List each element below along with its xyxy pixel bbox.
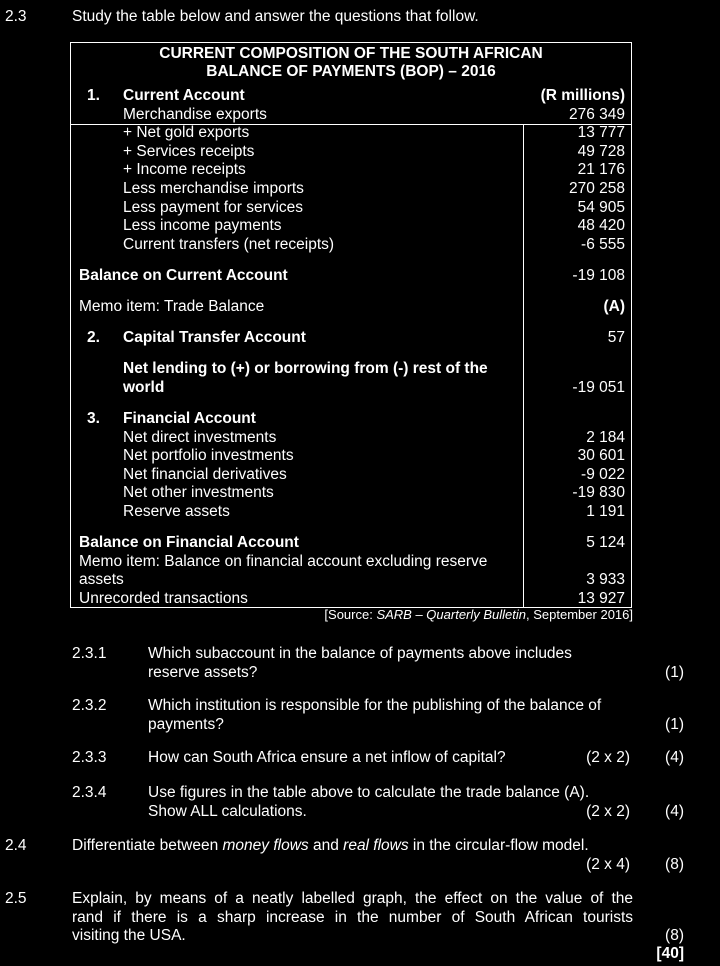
section-title-capital: Capital Transfer Account: [123, 329, 306, 346]
question-mark-allocation: (2 x 2): [586, 749, 630, 766]
row-label: Current transfers (net receipts): [123, 235, 335, 253]
row-value: 30 601: [577, 447, 625, 465]
section-title-current: Current Account: [123, 87, 245, 104]
balance-financial-label: Balance on Financial Account: [79, 534, 299, 551]
text-segment: and: [308, 837, 344, 854]
net-lending-line2: world: [123, 378, 165, 396]
source-title: SARB – Quarterly Bulletin: [376, 607, 527, 622]
bop-table: [70, 42, 632, 608]
question-text-line1: How can South Africa ensure a net inflow of capital?: [148, 749, 506, 766]
row-label: Merchandise exports: [123, 105, 267, 123]
row-label: Less merchandise imports: [123, 180, 304, 197]
question-number: 2.3.1: [72, 645, 107, 662]
question-marks: (1): [665, 663, 684, 681]
question-marks: (1): [665, 715, 684, 733]
row-value: 49 728: [577, 142, 625, 160]
question-text: Which subaccount in the balance of payments above includes: [148, 645, 572, 662]
question-number: 2.3.4: [72, 784, 107, 801]
question-number-2-3: 2.3: [5, 8, 27, 25]
question-2-5-line3: visiting the USA.: [72, 927, 186, 944]
row-label: Net portfolio investments: [123, 447, 294, 465]
unrecorded-label: Unrecorded transactions: [79, 589, 248, 607]
row-value: -19 830: [572, 484, 625, 502]
question-number-2-4: 2.4: [5, 837, 27, 854]
question-text-line2: Show ALL calculations.: [148, 802, 307, 820]
source-prefix: [Source:: [324, 607, 377, 622]
memo-excl-value: 3 933: [586, 571, 625, 588]
row-label: + Services receipts: [123, 142, 255, 160]
row-label: + Net gold exports: [123, 124, 250, 142]
balance-current-label: Balance on Current Account: [79, 267, 288, 284]
row-label: + Income receipts: [123, 161, 246, 179]
net-lending-line1: Net lending to (+) or borrowing from (-) rest of the: [123, 360, 488, 377]
question-text-line2: payments?: [148, 715, 224, 733]
table-title: [71, 45, 631, 80]
text-segment: Differentiate between: [72, 837, 223, 854]
row-label: Less payment for services: [123, 198, 304, 216]
question-marks: (8): [665, 855, 684, 873]
row-value: 270 258: [568, 180, 625, 197]
row-value: 2 184: [586, 428, 625, 446]
question-text-line1: [148, 697, 633, 716]
unrecorded-value: 13 927: [577, 589, 625, 607]
question-mark-allocation: (2 x 2): [586, 802, 630, 820]
unit-header: (R millions): [540, 87, 625, 104]
question-number: 2.3.2: [72, 697, 107, 714]
section-number-financial: 3.: [87, 410, 100, 427]
section-number-capital: 2.: [87, 329, 100, 346]
question-intro: Study the table below and answer the questions that follow.: [72, 8, 479, 25]
row-value: 48 420: [577, 217, 625, 235]
question-2-5-line2: rand if there is a sharp increase in the number of South African tourists: [72, 908, 633, 926]
section-title-financial: Financial Account: [123, 410, 256, 427]
text-segment: in the circular-flow model.: [408, 837, 589, 854]
question-number: 2.3.3: [72, 749, 107, 766]
table-column-divider: [523, 124, 524, 607]
question-marks: (4): [665, 749, 684, 766]
table-source: [324, 607, 633, 623]
question-text-line2: reserve assets?: [148, 663, 258, 681]
row-label: Less income payments: [123, 217, 282, 235]
net-lending-value: -19 051: [572, 378, 625, 396]
question-marks: (8): [665, 927, 684, 944]
memo-excl-line1: Memo item: Balance on financial account excluding reserve: [79, 552, 488, 570]
question-2-5-line1: Explain, by means of a neatly labelled graph, the effect on the value of the: [72, 890, 633, 907]
table-title-line2: BALANCE OF PAYMENTS (BOP) – 2016: [206, 62, 496, 80]
question-mark-allocation: (2 x 4): [586, 855, 630, 873]
section-total: [40]: [656, 945, 684, 962]
row-value: 21 176: [577, 161, 625, 179]
capital-value: 57: [607, 329, 625, 346]
row-label: Net direct investments: [123, 428, 277, 446]
question-text-line1: [148, 645, 633, 664]
row-value: -9 022: [581, 465, 625, 483]
question-text-line1: Use figures in the table above to calculate the trade balance (A).: [148, 784, 590, 801]
table-title-line1: CURRENT COMPOSITION OF THE SOUTH AFRICAN: [159, 45, 543, 62]
row-value: 13 777: [577, 124, 625, 142]
memo-trade-value: (A): [603, 298, 625, 315]
row-label: Net other investments: [123, 484, 274, 502]
text-emphasis: money flows: [222, 837, 309, 854]
row-label: Net financial derivatives: [123, 465, 287, 483]
row-value: 1 191: [586, 503, 625, 520]
question-2-4-text: [72, 837, 589, 856]
memo-trade-label: Memo item: Trade Balance: [79, 298, 265, 315]
question-number-2-5: 2.5: [5, 890, 27, 907]
section-number-current: 1.: [87, 87, 100, 104]
balance-financial-value: 5 124: [586, 534, 625, 551]
question-marks: (4): [665, 802, 684, 820]
source-suffix: , September 2016]: [526, 607, 633, 622]
row-value: -6 555: [581, 235, 625, 253]
row-value: 54 905: [577, 198, 625, 216]
row-label: Reserve assets: [123, 503, 230, 520]
balance-current-value: -19 108: [572, 267, 625, 284]
row-value: 276 349: [568, 105, 625, 123]
text-emphasis: real flows: [343, 837, 409, 854]
question-text: Which institution is responsible for the publishing of the balance of: [148, 697, 602, 714]
memo-excl-line2: assets: [79, 571, 124, 588]
